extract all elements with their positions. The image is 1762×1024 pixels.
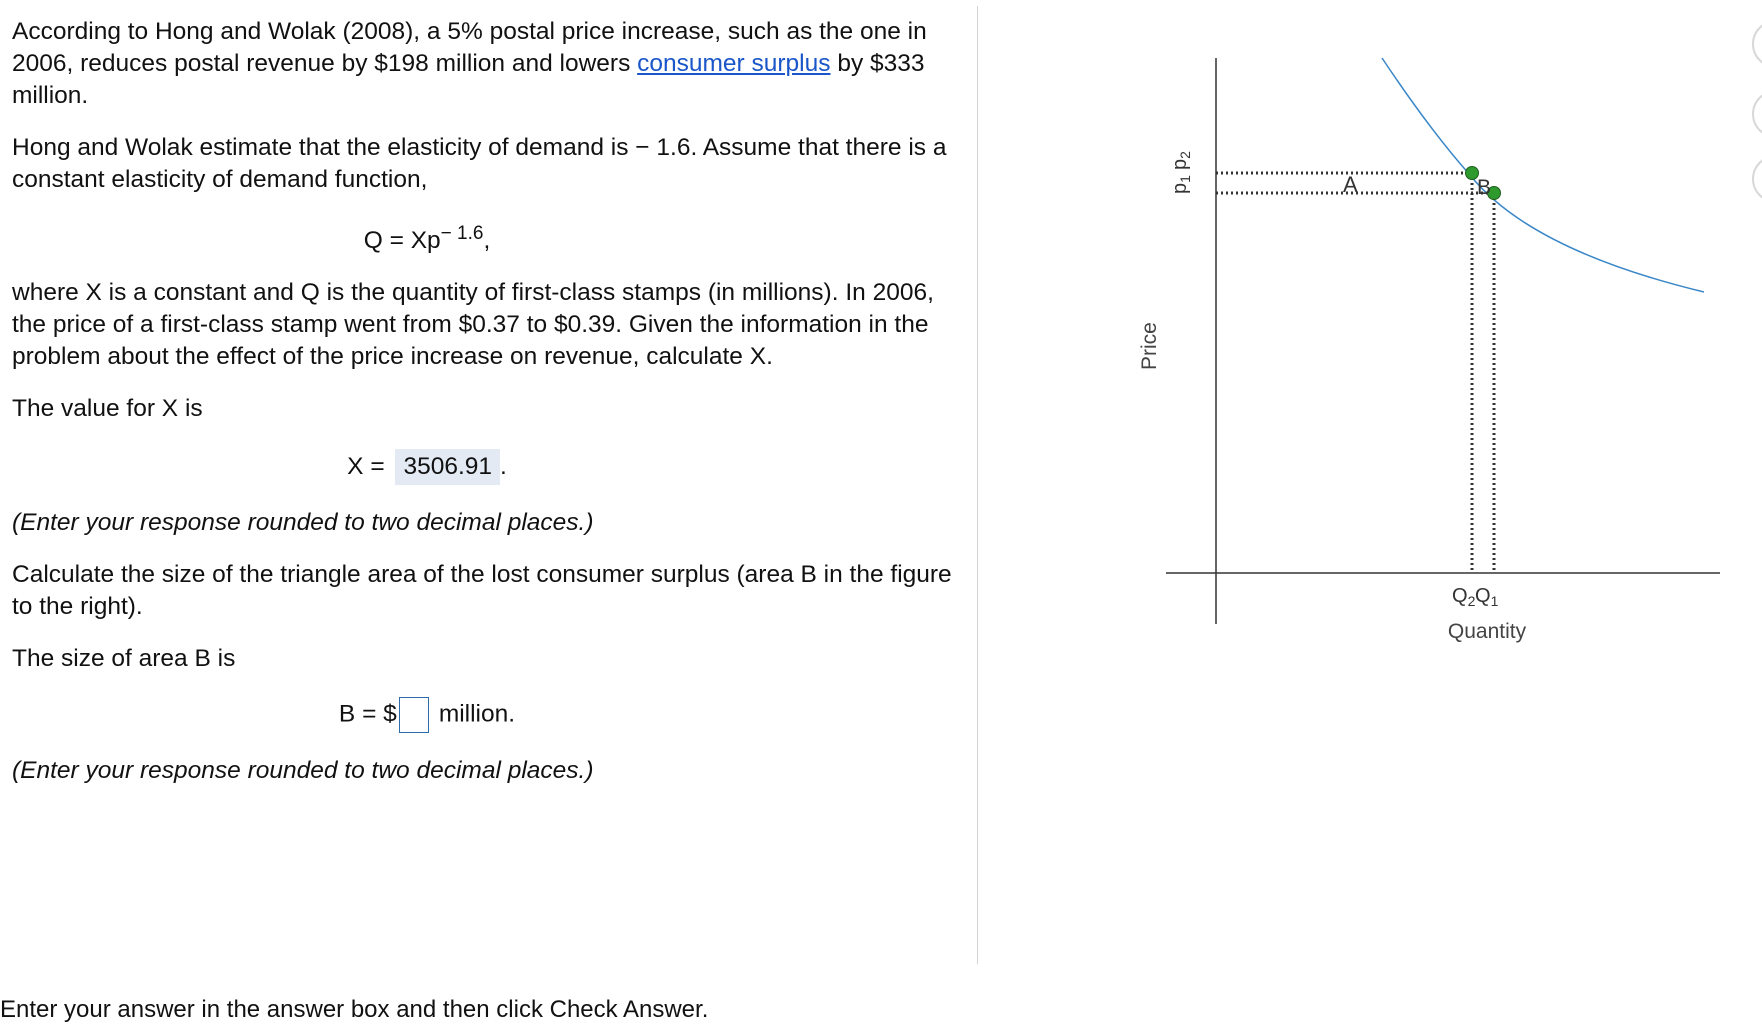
area-b-question: Calculate the size of the triangle area of the lost consumer surplus (area B in the figure to the right). (12, 561, 952, 621)
problem-pane (12, 16, 962, 787)
area-a-label: A (1343, 172, 1358, 197)
side-nav-button-2[interactable] (1752, 90, 1762, 138)
p2-tick-label: $p_2$ (1169, 151, 1193, 170)
area-b-prompt: The size of area B is (12, 645, 236, 673)
x-trail: . (500, 453, 507, 481)
pane-divider (977, 6, 978, 964)
area-b-input[interactable] (399, 697, 429, 733)
x-label: X = (347, 453, 385, 481)
x-answer-field[interactable]: 3506.91 (395, 449, 500, 485)
p1-tick-label: $p_1$ (1169, 175, 1193, 194)
y-axis-title: Price (1138, 322, 1161, 370)
intro-text: According to Hong and Wolak (2008), a 5% postal price increase, such as the one in 2006, reduces postal revenue by $198 million and lowers (12, 18, 927, 77)
side-nav-button-1[interactable] (1752, 20, 1762, 68)
demand-curve (1382, 58, 1704, 292)
q2-tick-label: $Q_2$ (1452, 585, 1476, 609)
q1-tick-label: $Q_1$ (1475, 585, 1499, 609)
demand-figure (1100, 40, 1720, 680)
instruction-footer: Enter your answer in the answer box and then click Check Answer. (0, 996, 709, 1023)
x-rounding-note: (Enter your response rounded to two decimal places.) (12, 509, 594, 537)
area-b-label-fig: B (1477, 176, 1492, 199)
equation-trail: , (483, 227, 491, 255)
consumer-surplus-link[interactable]: consumer surplus (637, 50, 831, 77)
demand-equation (12, 218, 962, 257)
x-answer-row (12, 449, 962, 485)
area-b-unit: million. (438, 700, 516, 728)
intro-text-end: by $333 million. (12, 50, 925, 109)
x-axis-title: Quantity (1447, 620, 1527, 643)
area-b-label: B = $ (338, 700, 397, 728)
where-paragraph: where X is a constant and Q is the quantity of first-class stamps (in millions). In 2006, the price of a first-class stamp went from $0.37 to $0.39. Given the information in the problem about the effect of the price increase on revenue, calculate X. (12, 279, 934, 371)
elasticity-paragraph: Hong and Wolak estimate that the elasticity of demand is − 1.6. Assume that there is a constant elasticity of demand function, (12, 134, 947, 193)
intro-paragraph (12, 16, 962, 112)
side-nav-button-3[interactable] (1752, 155, 1762, 203)
area-b-rounding-note: (Enter your response rounded to two decimal places.) (12, 757, 594, 785)
equation-exponent: − 1.6 (440, 223, 484, 244)
equation-base: Q = Xp (363, 227, 441, 255)
x-prompt: The value for X is (12, 395, 203, 423)
area-b-answer-row (12, 697, 962, 733)
